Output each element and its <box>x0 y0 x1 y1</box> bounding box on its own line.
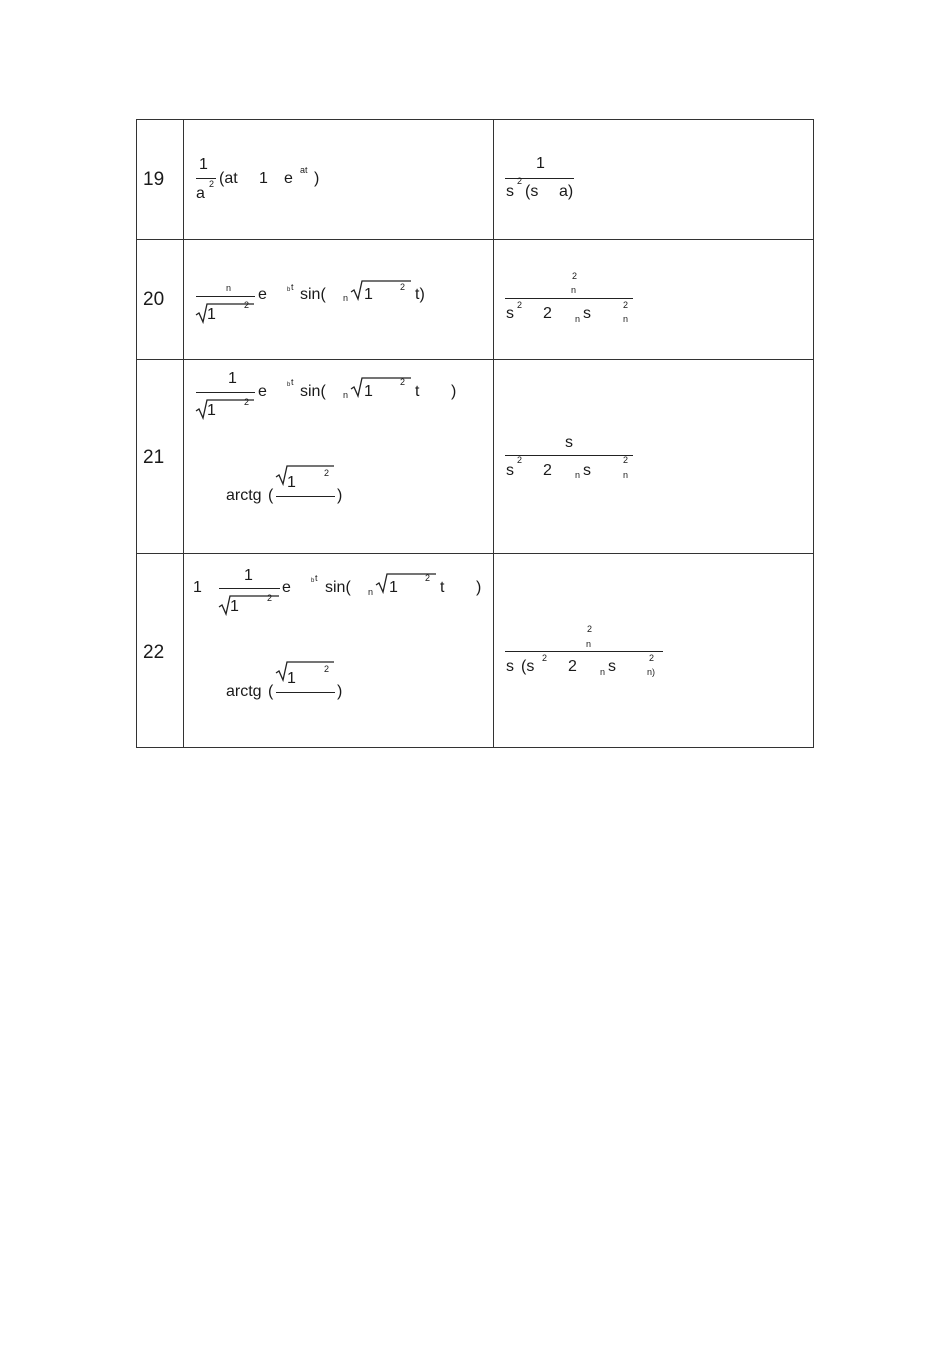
fraction-bar <box>505 455 633 456</box>
row-divider <box>137 239 813 240</box>
expression-text: (at <box>219 170 238 187</box>
expression-text: a) <box>559 183 574 200</box>
subscript: n <box>586 639 592 649</box>
superscript: 2 <box>267 593 273 603</box>
transform-table <box>136 119 814 748</box>
subscript: n <box>571 285 577 295</box>
subscript: n <box>623 314 629 324</box>
expression-text: ) <box>476 579 482 596</box>
expression-text: sin( <box>300 286 326 303</box>
fraction-bar <box>196 392 255 393</box>
fraction-bar <box>276 692 335 693</box>
expression-text: (s <box>521 658 535 675</box>
expression-text: e <box>258 286 267 303</box>
expression-text: 1 <box>364 383 373 400</box>
fraction-bar <box>196 296 255 297</box>
fraction-bar <box>505 651 663 652</box>
superscript: b <box>287 382 291 388</box>
expression-text: arctg <box>226 683 262 700</box>
row-divider <box>137 359 813 360</box>
superscript: at <box>300 165 308 175</box>
superscript: 2 <box>244 300 250 310</box>
fraction-denominator: a <box>196 185 205 202</box>
expression-text: e <box>258 383 267 400</box>
superscript: 2 <box>209 179 215 189</box>
expression-text: 1 <box>364 286 373 303</box>
expression-text: s <box>506 658 514 675</box>
expression-text: 1 <box>207 402 216 419</box>
expression-text: 1 <box>287 670 296 687</box>
row-divider <box>137 553 813 554</box>
subscript: n <box>600 667 606 677</box>
fraction-bar <box>505 178 574 179</box>
superscript: 2 <box>425 573 431 583</box>
superscript: 2 <box>244 397 250 407</box>
expression-text: s <box>583 305 591 322</box>
subscript: n <box>368 587 374 597</box>
superscript: 2 <box>623 300 629 310</box>
subscript: n <box>623 470 629 480</box>
superscript: 2 <box>324 468 330 478</box>
expression-text: e <box>284 170 293 187</box>
superscript: b <box>311 578 315 584</box>
superscript: 2 <box>517 300 523 310</box>
subscript: n) <box>647 667 656 677</box>
expression-text: s <box>506 183 514 200</box>
expression-text: s <box>583 462 591 479</box>
expression-text: sin( <box>300 383 326 400</box>
expression-text: t <box>440 579 445 596</box>
fraction-numerator: n <box>226 283 232 293</box>
subscript: n <box>575 314 581 324</box>
superscript: 2 <box>517 176 523 186</box>
superscript: b <box>287 287 291 293</box>
superscript: 2 <box>517 455 523 465</box>
expression-text: t <box>415 383 420 400</box>
subscript: n <box>575 470 581 480</box>
superscript: 2 <box>572 271 578 281</box>
fraction-bar <box>219 588 280 589</box>
superscript: 2 <box>400 377 406 387</box>
fraction-numerator: 1 <box>228 370 237 387</box>
superscript: 2 <box>542 653 548 663</box>
expression-text: ) <box>314 170 320 187</box>
expression-text: e <box>282 579 291 596</box>
fraction-numerator: 1 <box>244 567 253 584</box>
expression-text: ) <box>337 683 343 700</box>
superscript: 2 <box>623 455 629 465</box>
expression-text: ) <box>451 383 457 400</box>
superscript: 2 <box>649 653 655 663</box>
expression-text: s <box>506 305 514 322</box>
expression-text: ( <box>268 683 274 700</box>
row-index: 21 <box>143 447 165 468</box>
superscript: t <box>291 377 294 387</box>
expression-text: 2 <box>543 305 552 322</box>
row-index: 20 <box>143 289 165 310</box>
fraction-bar <box>276 496 335 497</box>
column-divider-index <box>183 120 184 747</box>
subscript: n <box>343 390 349 400</box>
expression-text: 1 <box>193 579 202 596</box>
superscript: 2 <box>587 624 593 634</box>
expression-text: arctg <box>226 487 262 504</box>
expression-text: 1 <box>389 579 398 596</box>
expression-text: 1 <box>259 170 268 187</box>
expression-text: ) <box>337 487 343 504</box>
expression-text: 1 <box>207 306 216 323</box>
fraction-numerator: s <box>565 434 573 451</box>
expression-text: ( <box>268 487 274 504</box>
expression-text: t) <box>415 286 425 303</box>
expression-text: 2 <box>543 462 552 479</box>
superscript: t <box>315 573 318 583</box>
expression-text: s <box>608 658 616 675</box>
superscript: t <box>291 282 294 292</box>
row-index: 22 <box>143 642 165 663</box>
expression-text: sin( <box>325 579 351 596</box>
expression-text: 1 <box>287 474 296 491</box>
superscript: 2 <box>324 664 330 674</box>
column-divider-function <box>493 120 494 747</box>
expression-text: 1 <box>230 598 239 615</box>
fraction-numerator: 1 <box>536 155 545 172</box>
expression-text: s <box>506 462 514 479</box>
row-index: 19 <box>143 169 165 190</box>
subscript: n <box>343 293 349 303</box>
fraction-bar <box>505 298 633 299</box>
superscript: 2 <box>400 282 406 292</box>
expression-text: (s <box>525 183 539 200</box>
fraction-numerator: 1 <box>199 156 208 173</box>
expression-text: 2 <box>568 658 577 675</box>
